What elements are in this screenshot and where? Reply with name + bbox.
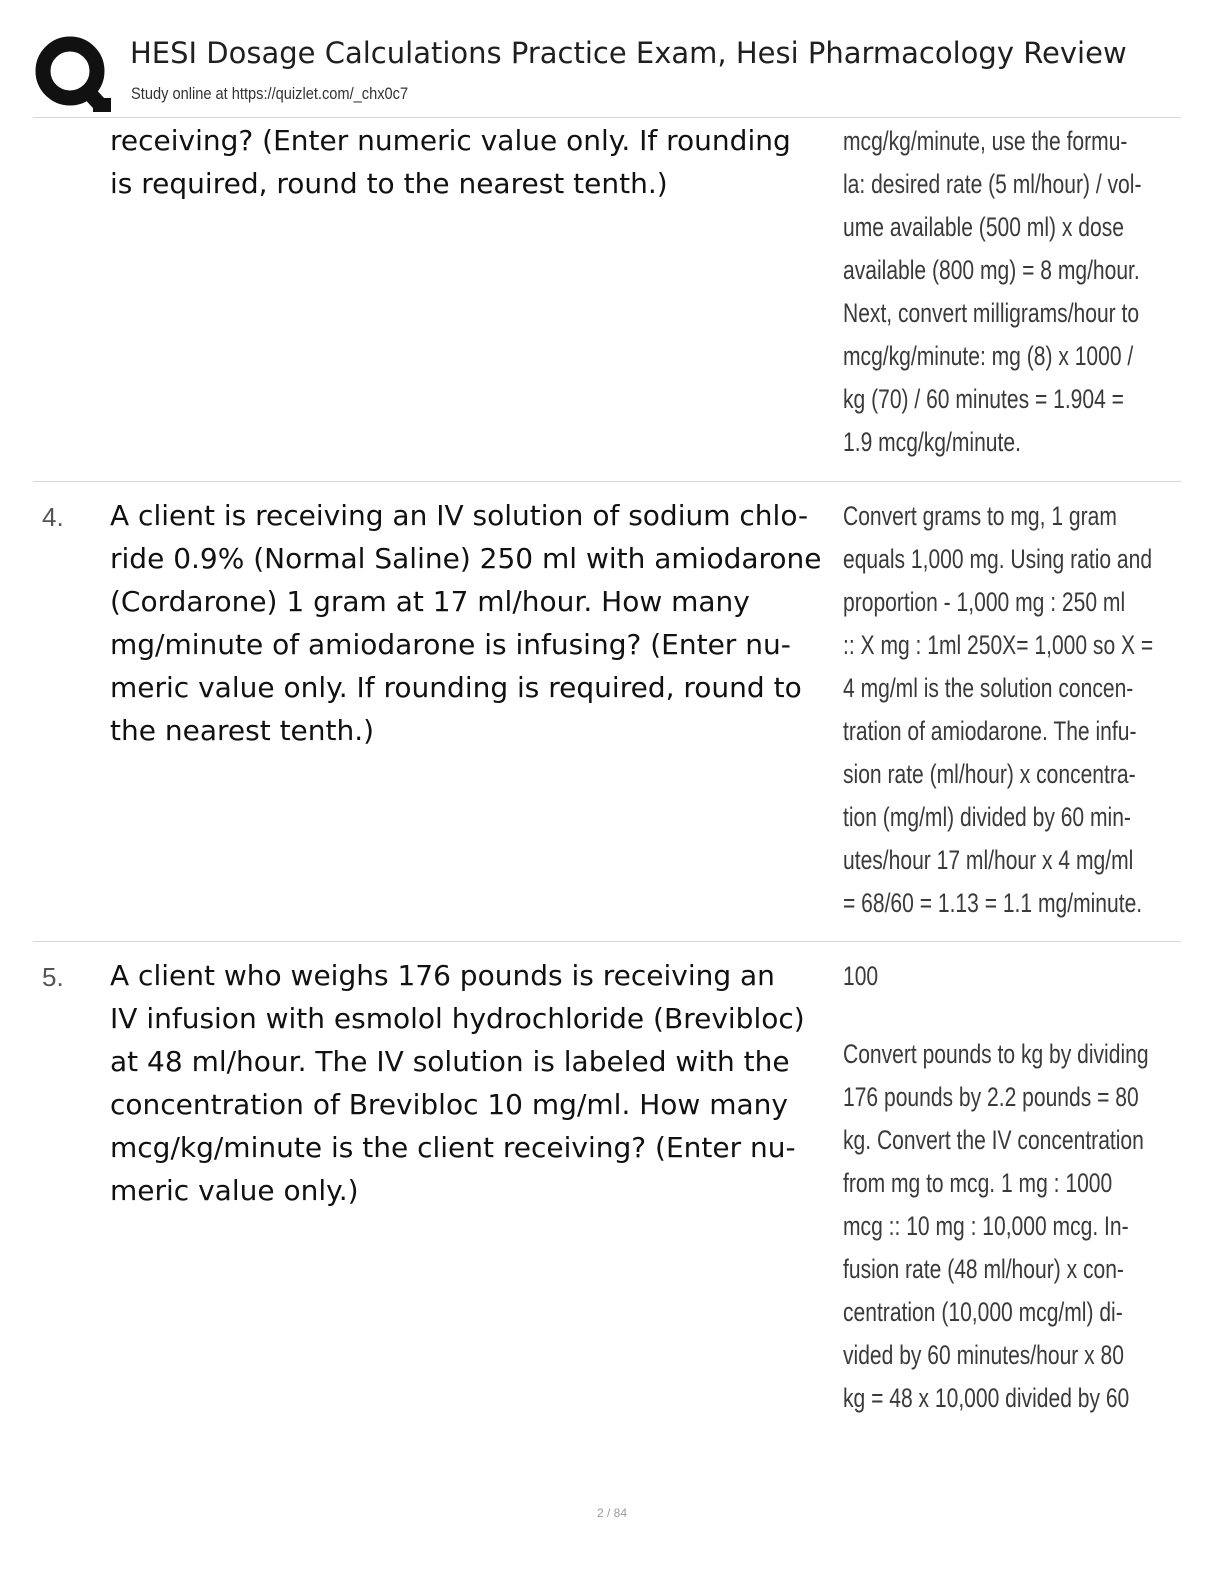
question-5: A client who weighs 176 pounds is receiving an IV infusion with esmolol hydrochloride (Brevibloc) at 48 ml/hour. The IV solution is labeled with the concentration of Brevibloc 10 mg/ml. How many mcg/kg/minute is the client receiving? (Enter nu- meric value only.) — [110, 959, 805, 1207]
question-number: 5. — [42, 962, 64, 992]
document-title: HESI Dosage Calculations Practice Exam, Hesi Pharmacology Review — [130, 36, 1127, 70]
header-divider — [33, 117, 1181, 118]
question-number: 4. — [42, 502, 64, 532]
item-divider — [33, 941, 1181, 942]
study-online-link[interactable]: Study online at https://quizlet.com/_chx0c7 — [131, 84, 409, 103]
item-divider — [33, 481, 1181, 482]
question-4: A client is receiving an IV solution of sodium chlo- ride 0.9% (Normal Saline) 250 ml with amiodarone (Cordarone) 1 gram at 17 ml/hour. How many mg/minute of amiodarone is infusing? (Enter nu- meric value only. If rounding is required, round to the nearest tenth.) — [110, 499, 822, 747]
question-3-continued: receiving? (Enter numeric value only. If rounding is required, round to the nearest tenth.) — [110, 124, 791, 200]
page-number: 2 / 84 — [596, 1506, 628, 1520]
answer-4: Convert grams to mg, 1 gram equals 1,000 mg. Using ratio and proportion - 1,000 mg : 250 ml :: X mg : 1ml 250X= 1,000 so X = 4 mg/ml is the solution concen- tration of amiodarone. The infu- sion rate (ml/hour) x concentra- tion (mg/ml) divided by 60 min- utes/hour 17 ml/hour x 4 mg/ml = 68/60 = 1.13 = 1.1 mg/minute. — [843, 501, 1154, 918]
answer-3-continued: mcg/kg/minute, use the formu- la: desired rate (5 ml/hour) / vol- ume available (500 ml) x dose available (800 mg) = 8 mg/hour. Next, convert milligrams/hour to mcg/kg/minute: mg (8) x 1000 / kg (70) / 60 minutes = 1.904 = 1.9 mcg/kg/minute. — [843, 126, 1142, 457]
answer-5-explanation: Convert pounds to kg by dividing 176 pounds by 2.2 pounds = 80 kg. Convert the IV concentration from mg to mcg. 1 mg : 1000 mcg :: 10 mg : 10,000 mcg. In- fusion rate (48 ml/hour) x con- centration (10,000 mcg/ml) di- vided by 60 minutes/hour x 80 kg = 48 x 10,000 divided by 60 — [843, 1039, 1149, 1413]
quizlet-logo-icon — [33, 34, 111, 112]
answer-5-value: 100 — [843, 961, 879, 991]
